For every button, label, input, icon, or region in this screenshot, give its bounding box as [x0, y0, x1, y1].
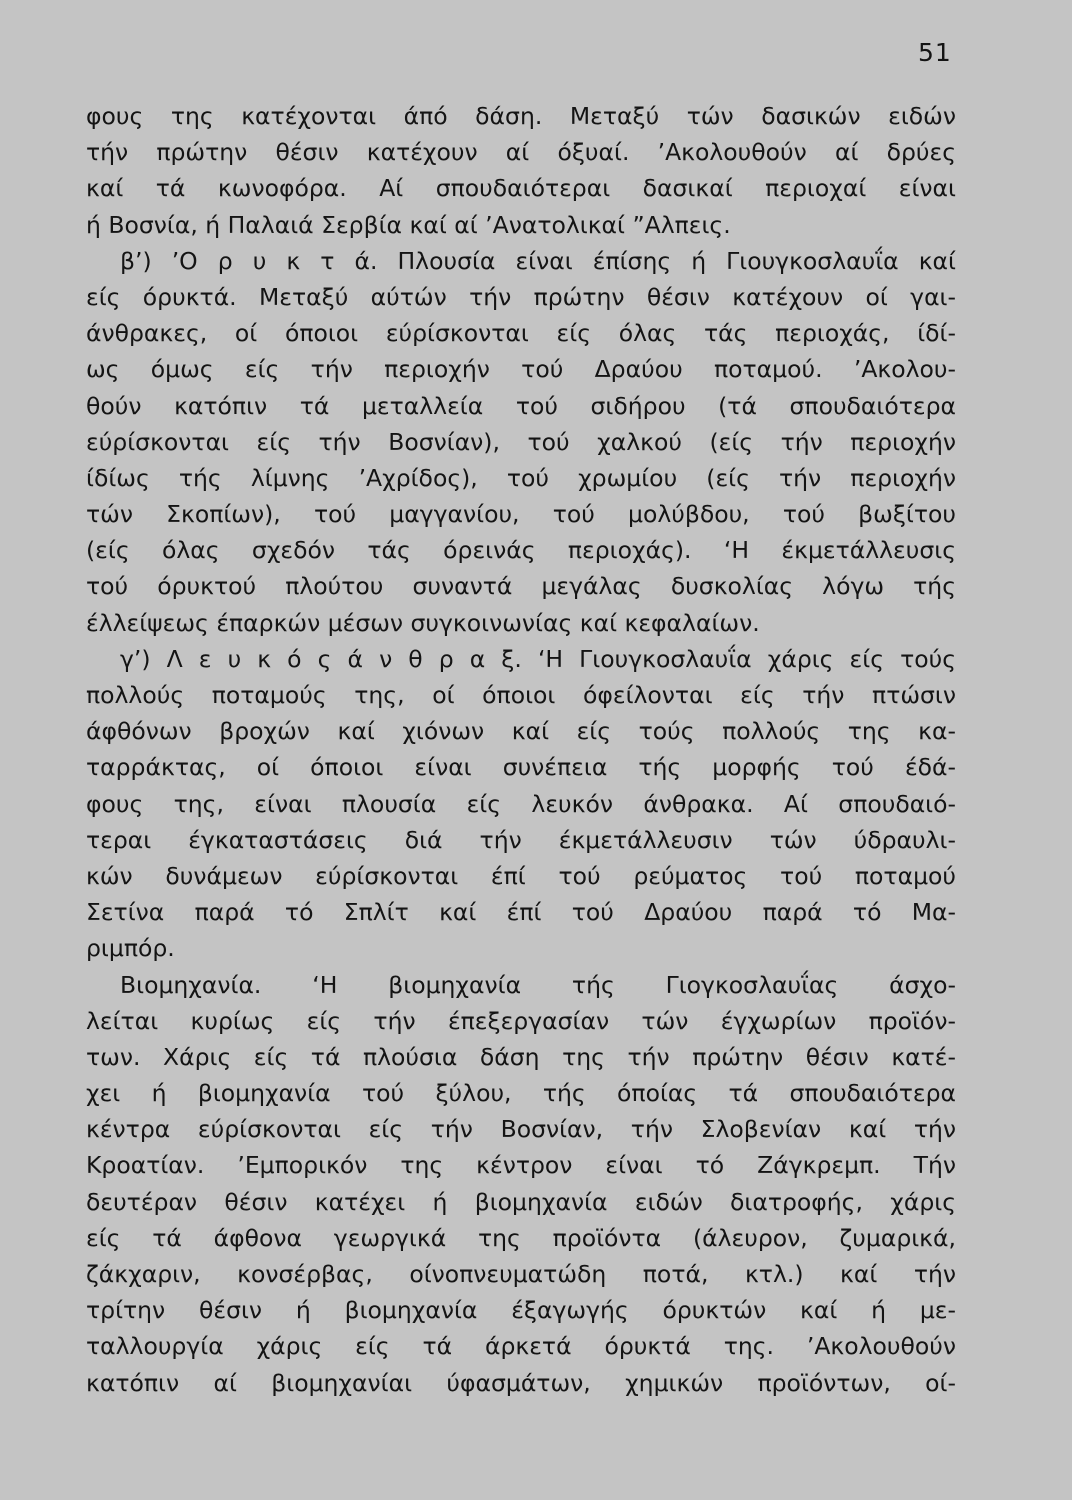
text-line: κέντρα εύρίσκονται είς τήν Βοσνίαν, τήν Σλοβενίαν καί τήν	[86, 1115, 956, 1144]
text-line: είς όρυκτά. Μεταξύ αύτών τήν πρώτην θέσιν κατέχουν οί γαι-	[86, 282, 956, 311]
text-line: τεραι έγκαταστάσεις διά τήν έκμετάλλευσιν τών ύδραυλι-	[86, 825, 956, 854]
text-line: φους της κατέχονται άπό δάση. Μεταξύ τών δασικών ειδών	[86, 102, 956, 130]
text-line: β’) ’Ο ρ υ κ τ ά. Πλουσία είναι έπίσης ή Γιουγκοσλαυΐα καί	[120, 246, 956, 275]
text-line: τήν πρώτην θέσιν κατέχουν αί όξυαί. ’Ακολουθούν αί δρύες	[86, 138, 956, 167]
text-line: κατόπιν αί βιομηχανίαι ύφασμάτων, χημικών προϊόντων, οί-	[86, 1368, 956, 1397]
text-line: Κροατίαν. ’Εμπορικόν της κέντρον είναι τό Ζάγκρεμπ. Τήν	[86, 1151, 956, 1180]
text-line: άνθρακες, οί όποιοι εύρίσκονται είς όλας τάς περιοχάς, ίδί-	[86, 319, 956, 348]
text-line: κών δυνάμεων εύρίσκονται έπί τού ρεύματος τού ποταμού	[86, 861, 956, 890]
text-line: καί τά κωνοφόρα. Αί σπουδαιότεραι δασικαί περιοχαί είναι	[86, 174, 956, 203]
text-line: δευτέραν θέσιν κατέχει ή βιομηχανία ειδών διατροφής, χάρις	[86, 1187, 956, 1216]
text-line: πολλούς ποταμούς της, οί όποιοι όφείλονται είς τήν πτώσιν	[86, 681, 956, 709]
text-line: ίδίως τής λίμνης ’Αχρίδος), τού χρωμίου (είς τήν περιοχήν	[86, 463, 956, 492]
text-line: τού όρυκτού πλούτου συναντά μεγάλας δυσκολίας λόγω τής	[86, 572, 956, 601]
text-line: τών Σκοπίων), τού μαγγανίου, τού μολύβδου, τού βωξίτου	[86, 500, 956, 529]
text-line: ταρράκτας, οί όποιοι είναι συνέπεια τής μορφής τού έδά-	[86, 753, 956, 782]
text-line: χει ή βιομηχανία τού ξύλου, τής όποίας τά σπουδαιότερα	[86, 1079, 956, 1108]
text-line: ζάκχαριν, κονσέρβας, οίνοπνευματώδη ποτά, κτλ.) καί τήν	[86, 1260, 956, 1288]
text-line: είς τά άφθονα γεωργικά της προϊόντα (άλευρον, ζυμαρικά,	[86, 1223, 956, 1252]
text-line: έλλείψεως έπαρκών μέσων συγκοινωνίας καί κεφαλαίων.	[86, 608, 760, 637]
text-line: εύρίσκονται είς τήν Βοσνίαν), τού χαλκού (είς τήν περιοχήν	[86, 427, 956, 456]
page-number: 51	[918, 38, 952, 67]
text-line: γ’) Λ ε υ κ ό ς ά ν θ ρ α ξ. ‘Η Γιουγκοσλαυΐα χάρις είς τούς	[120, 644, 956, 673]
text-line: λείται κυρίως είς τήν έπεξεργασίαν τών έγχωρίων προϊόν-	[86, 1006, 956, 1035]
text-line: ως όμως είς τήν περιοχήν τού Δραύου ποταμού. ’Ακολου-	[86, 355, 956, 384]
text-line: θούν κατόπιν τά μεταλλεία τού σιδήρου (τά σπουδαιότερα	[86, 391, 956, 420]
text-line: ριμπόρ.	[86, 934, 175, 963]
text-line: τρίτην θέσιν ή βιομηχανία έξαγωγής όρυκτών καί ή με-	[86, 1296, 956, 1325]
text-line: Σετίνα παρά τό Σπλίτ καί έπί τού Δραύου παρά τό Μα-	[86, 898, 956, 927]
text-line: ή Βοσνία, ή Παλαιά Σερβία καί αί ’Ανατολικαί ”Αλπεις.	[86, 210, 731, 239]
text-line: άφθόνων βροχών καί χιόνων καί είς τούς πολλούς της κα-	[86, 717, 956, 746]
text-line: Βιομηχανία. ‘Η βιομηχανία τής Γιογκοσλαυΐας άσχο-	[120, 970, 956, 999]
text-line: των. Χάρις είς τά πλούσια δάση της τήν πρώτην θέσιν κατέ-	[86, 1042, 956, 1071]
text-line: ταλλουργία χάρις είς τά άρκετά όρυκτά της. ’Ακολουθούν	[86, 1332, 956, 1361]
text-line: (είς όλας σχεδόν τάς όρεινάς περιοχάς). ‘Η έκμετάλλευσις	[86, 536, 956, 565]
text-line: φους της, είναι πλουσία είς λευκόν άνθρακα. Αί σπουδαιό-	[86, 789, 956, 818]
body-text	[86, 98, 956, 1401]
